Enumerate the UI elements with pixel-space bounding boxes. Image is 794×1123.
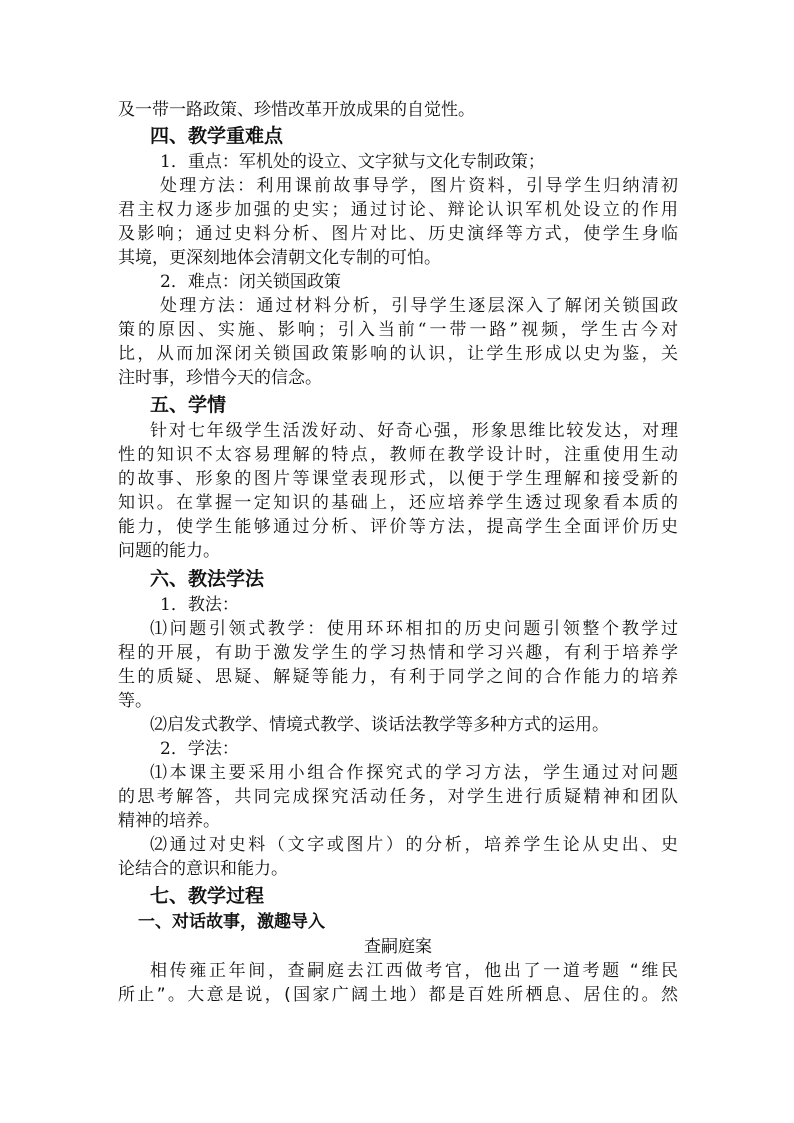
text-line: 问题的能力。 (118, 541, 220, 561)
section-heading: 六、教法学法 (150, 568, 265, 590)
text-line: 相传雍正年间，查嗣庭去江西做考官，他出了一道考题 “维民 (150, 961, 678, 981)
text-line: 知识。在掌握一定知识的基础上，还应培养学生透过现象看本质的 (118, 493, 678, 513)
text-line: ⑴本课主要采用小组合作探究式的学习方法，学生通过对问题 (150, 763, 678, 783)
text-line: 论结合的意识和能力。 (118, 859, 288, 879)
text-line: 处理方法：通过材料分析，引导学生逐层深入了解闭关锁国政 (160, 296, 678, 316)
text-line: 1．重点：军机处的设立、文字狱与文化专制政策； (160, 152, 545, 172)
text-line: 生的质疑、思疑、解疑等能力，有利于同学之间的合作能力的培养 (118, 667, 678, 687)
text-line: 2．难点：闭关锁国政策 (160, 272, 341, 292)
text-line: 程的开展，有助于激发学生的学习热情和学习兴趣，有利于培养学 (118, 643, 678, 663)
text-line: 处理方法：利用课前故事导学，图片资料，引导学生归纳清初 (160, 176, 678, 196)
text-line: 及影响；通过史料分析、图片对比、历史演绎等方式，使学生身临 (118, 224, 678, 244)
text-line: 能力，使学生能够通过分析、评价等方法，提高学生全面评价历史 (118, 517, 678, 537)
text-line: 君主权力逐步加强的史实；通过讨论、辩论认识军机处设立的作用 (118, 200, 678, 220)
text-line: 性的知识不太容易理解的特点，教师在教学设计时，注重使用生动 (118, 445, 678, 465)
subsection-heading: 一、对话故事，激趣导入 (138, 912, 325, 932)
text-line: 2．学法： (160, 739, 239, 759)
section-heading: 五、学情 (150, 394, 227, 416)
text-line: ⑵启发式教学、情境式教学、谈话法教学等多种方式的运用。 (150, 715, 609, 735)
text-line: 针对七年级学生活泼好动、好奇心强，形象思维比较发达，对理 (150, 421, 678, 441)
text-line: ⑴问题引领式教学：使用环环相扣的历史问题引领整个教学过 (150, 619, 678, 639)
section-heading: 四、教学重难点 (150, 125, 284, 147)
text-line: 的故事、形象的图片等课堂表现形式，以便于学生理解和接受新的 (118, 469, 678, 489)
text-line: 1．教法： (160, 595, 239, 615)
text-line: 及一带一路政策、珍惜改革开放成果的自觉性。 (118, 100, 475, 120)
text-line: 精神的培养。 (118, 811, 220, 831)
section-heading: 七、教学过程 (150, 885, 265, 907)
text-line: ⑵通过对史料（文字或图片）的分析，培养学生论从史出、史 (150, 835, 678, 855)
text-line: 其境，更深刻地体会清朝文化专制的可怕。 (118, 248, 441, 268)
text-line: 等。 (118, 691, 152, 711)
text-line: 的思考解答，共同完成探究活动任务，对学生进行质疑精神和团队 (118, 787, 678, 807)
text-line: 注时事，珍惜今天的信念。 (118, 368, 322, 388)
text-line: 所止”。大意是说，(国家广阔土地）都是百姓所栖息、居住的。然 (118, 985, 678, 1005)
text-line: 策的原因、实施、影响；引入当前“一带一路”视频，学生古今对 (118, 320, 678, 340)
case-title: 查嗣庭案 (364, 937, 432, 957)
text-line: 比，从而加深闭关锁国政策影响的认识，让学生形成以史为鉴，关 (118, 344, 678, 364)
